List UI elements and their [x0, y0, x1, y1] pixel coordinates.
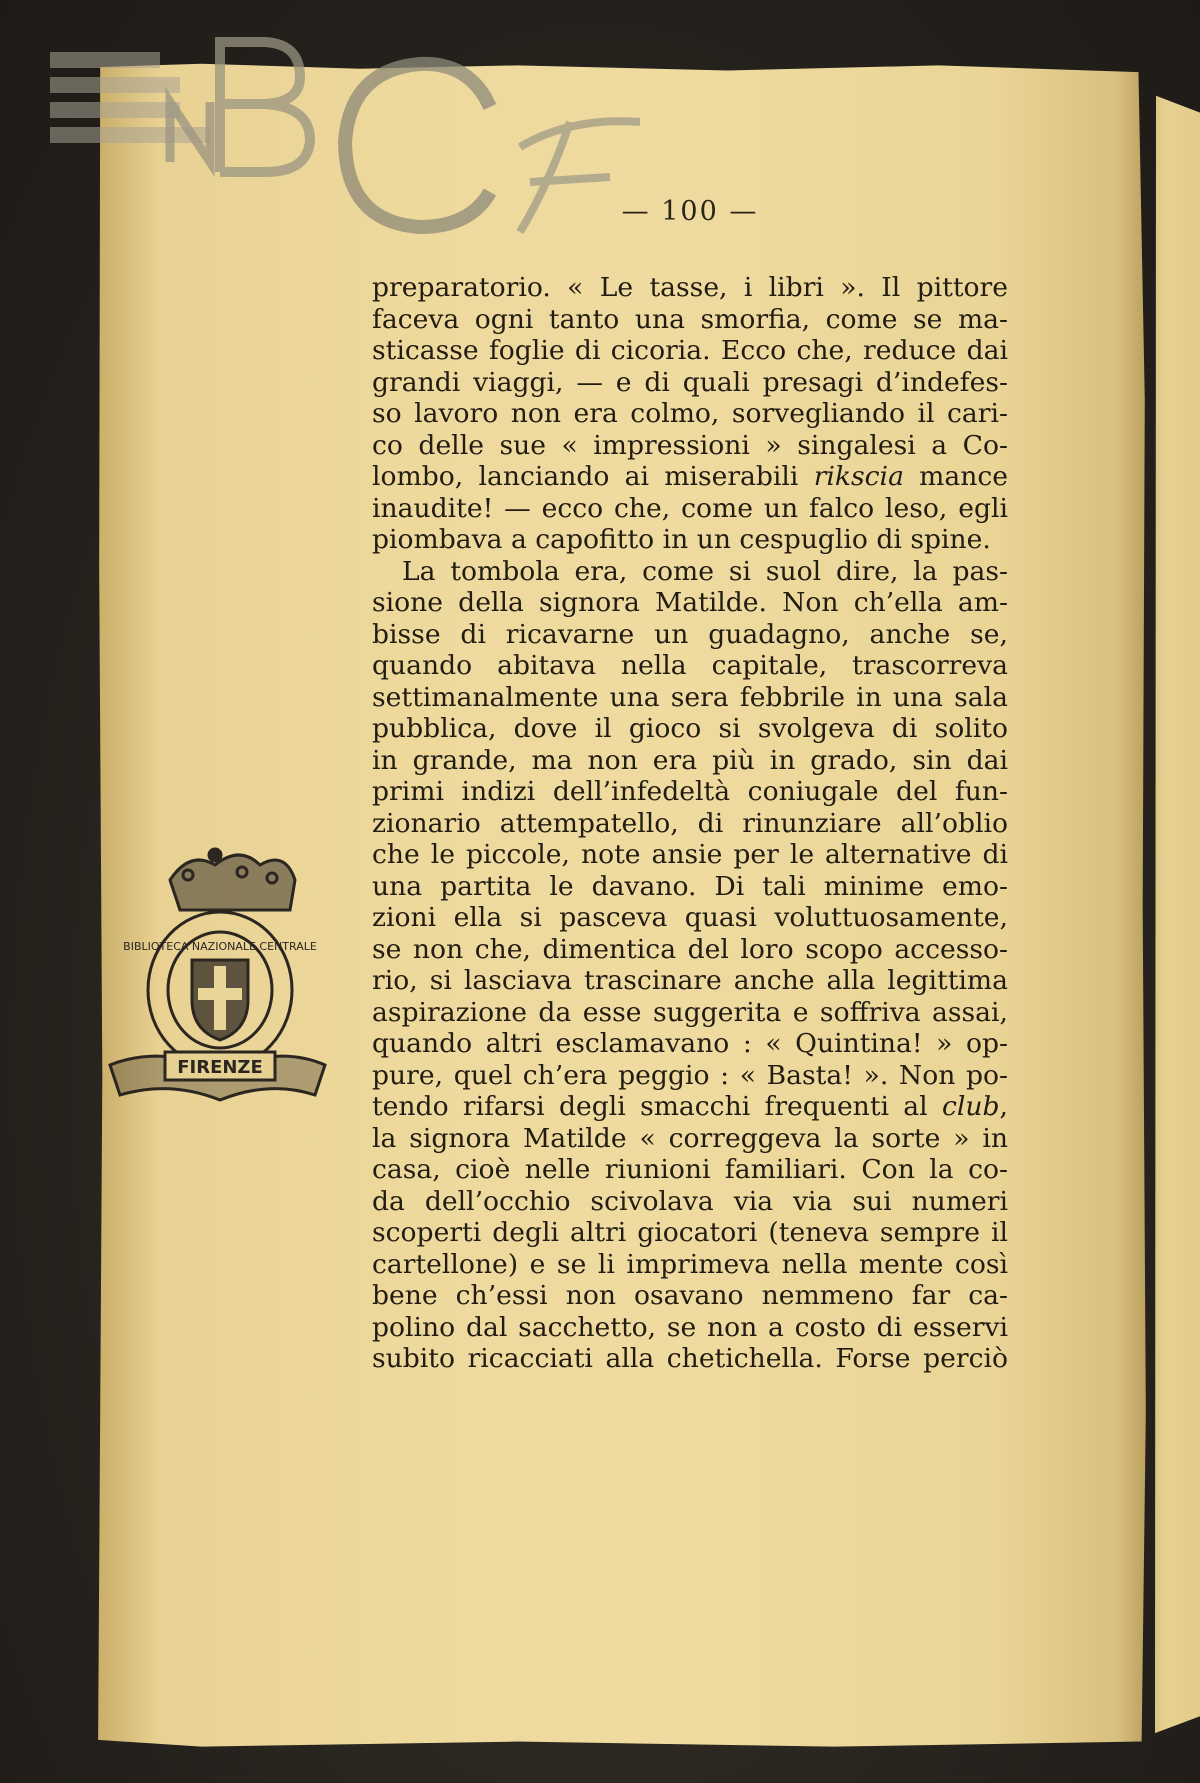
text-line: una partita le davano. Di tali minime emo- — [372, 870, 1008, 902]
text-line: co delle sue « impressioni » singalesi a Co- — [372, 429, 1008, 461]
text-line: quando abitava nella capitale, trascorreva — [372, 650, 1008, 681]
text-line: cartellone) e se li imprimeva nella mente così — [372, 1248, 1008, 1280]
text-line: quando altri esclamavano : « Quintina! » op- — [372, 1028, 1008, 1059]
text-line: pure, quel ch’era peggio : « Basta! ». Non po- — [372, 1059, 1008, 1091]
text-line: pubblica, dove il gioco si svolgeva di solito — [372, 713, 1008, 744]
text-line: casa, cioè nelle riunioni familiari. Con la co- — [372, 1154, 1008, 1185]
text-line: se non che, dimentica del loro scopo accesso- — [372, 933, 1008, 965]
text-line: preparatorio. « Le tasse, i libri ». Il pittore — [372, 272, 1008, 303]
text-line: in grande, ma non era più in grado, sin dai — [372, 744, 1008, 776]
text-line: bisse di ricavarne un guadagno, anche se, — [372, 618, 1008, 650]
text-line: zionario attempatello, di rinunziare all’oblio — [372, 807, 1008, 839]
text-line: bene ch’essi non osavano nemmeno far ca- — [372, 1280, 1008, 1311]
text-line: zioni ella si pasceva quasi voluttuosamente, — [372, 902, 1008, 933]
body-text — [372, 272, 1008, 1375]
text-line: aspirazione da esse suggerita e soffriva assai, — [372, 996, 1008, 1028]
stamp-city: FIRENZE — [177, 1057, 263, 1078]
text-line: faceva ogni tanto una smorfia, come se ma- — [372, 303, 1008, 335]
text-line: sione della signora Matilde. Non ch’ella am- — [372, 587, 1008, 618]
library-stamp — [100, 840, 330, 1140]
text-line: rio, si lasciava trascinare anche alla legittima — [372, 965, 1008, 996]
text-line: inaudite! — ecco che, come un falco leso, egli — [372, 492, 1008, 524]
text-line: so lavoro non era colmo, sorvegliando il cari- — [372, 398, 1008, 429]
text-line: tendo rifarsi degli smacchi frequenti al club, — [372, 1091, 1008, 1122]
text-line: la signora Matilde « correggeva la sorte » in — [372, 1122, 1008, 1154]
text-line: primi indizi dell’infedeltà coniugale del fun- — [372, 776, 1008, 807]
text-line: scoperti degli altri giocatori (teneva sempre il — [372, 1217, 1008, 1248]
text-line: lombo, lanciando ai miserabili rikscia mance — [372, 461, 1008, 492]
text-line: La tombola era, come si suol dire, la pas- — [402, 555, 1008, 587]
text-line: settimanalmente una sera febbrile in una sala — [372, 681, 1008, 713]
facing-page-edge — [1150, 62, 1200, 1750]
svg-text:BNCF: BNCF — [470, 120, 513, 136]
text-line: grandi viaggi, — e di quali presagi d’indefes- — [372, 366, 1008, 398]
text-line: polino dal sacchetto, se non a costo di esservi — [372, 1311, 1008, 1343]
text-line: che le piccole, note ansie per le alternative di — [372, 839, 1008, 870]
text-line: subito ricacciati alla chetichella. Forse perciò — [372, 1343, 1008, 1374]
stamp-ring-text: BIBLIOTECA NAZIONALE CENTRALE — [123, 940, 317, 953]
text-line: piombava a capofitto in un cespuglio di spine. — [372, 524, 991, 555]
text-line: sticasse foglie di cicoria. Ecco che, reduce dai — [372, 335, 1008, 366]
text-line: da dell’occhio scivolava via via sui numeri — [372, 1185, 1008, 1217]
page-number: — 100 — — [621, 196, 759, 227]
